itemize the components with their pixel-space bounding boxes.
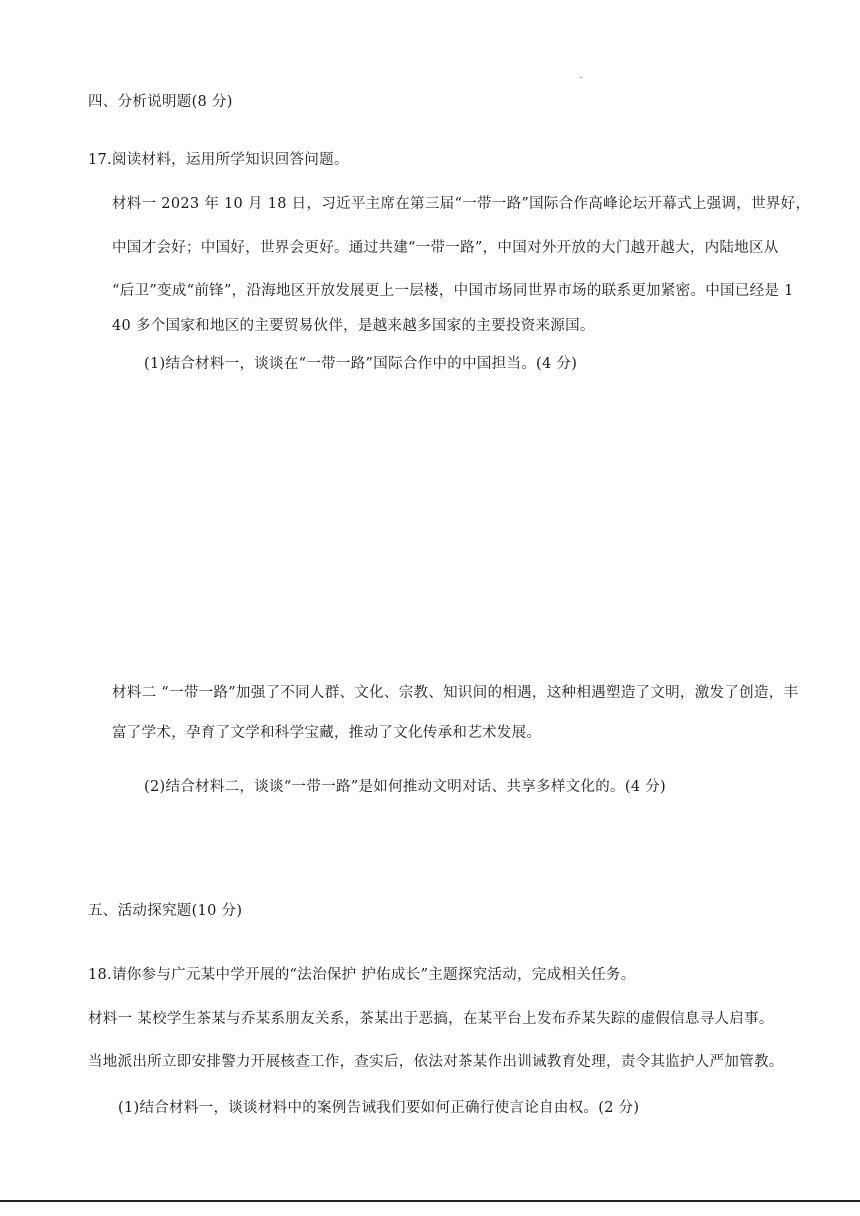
- question-18-intro: 18.请你参与广元某中学开展的“法治保护 护佑成长”主题探究活动，完成相关任务。: [88, 967, 636, 983]
- material-two-line-1: 材料二 “一带一路”加强了不同人群、文化、宗教、知识间的相遇，这种相遇塑造了文明，激发了创造，丰: [112, 685, 799, 701]
- material-one-line-3: “后卫”变成“前锋”，沿海地区开放发展更上一层楼，中国市场同世界市场的联系更加紧密。中国已经是 1: [112, 283, 794, 299]
- material-one-line-1: 材料一 2023 年 10 月 18 日，习近平主席在第三届“一带一路”国际合作高峰论坛开幕式上强调，世界好，: [112, 196, 811, 212]
- bottom-rule: [0, 1200, 860, 1202]
- question-17-part-1: (1)结合材料一，谈谈在“一带一路”国际合作中的中国担当。(4 分): [144, 356, 578, 372]
- section-four-heading: 四、分析说明题(8 分): [88, 94, 233, 110]
- scan-dot: [580, 77, 582, 78]
- material-two-line-2: 富了学术，孕育了文学和科学宝藏，推动了文化传承和艺术发展。: [112, 725, 542, 741]
- material-one-case-line-1: 材料一 某校学生茶某与乔某系朋友关系，茶某出于恶搞，在某平台上发布乔某失踪的虚假信息寻人启事。: [88, 1011, 774, 1027]
- material-one-case-line-2: 当地派出所立即安排警力开展核查工作，查实后，依法对茶某作出训诫教育处理，责令其监护人严加管教。: [88, 1054, 784, 1070]
- answer-area-17-2[interactable]: [88, 805, 788, 895]
- question-18-part-1: (1)结合材料一，谈谈材料中的案例告诫我们要如何正确行使言论自由权。(2 分): [118, 1100, 640, 1116]
- question-17-intro: 17.阅读材料，运用所学知识回答问题。: [88, 152, 349, 168]
- answer-area-17-1[interactable]: [88, 380, 788, 670]
- answer-area-18-1[interactable]: [88, 1125, 788, 1195]
- question-17-part-2: (2)结合材料二，谈谈“一带一路”是如何推动文明对话、共享多样文化的。(4 分): [144, 779, 667, 795]
- section-five-heading: 五、活动探究题(10 分): [88, 903, 243, 919]
- material-one-line-2: 中国才会好；中国好，世界会更好。通过共建“一带一路”，中国对外开放的大门越开越大，内陆地区从: [112, 240, 779, 256]
- material-one-line-4: 40 多个国家和地区的主要贸易伙伴，是越来越多国家的主要投资来源国。: [112, 318, 595, 334]
